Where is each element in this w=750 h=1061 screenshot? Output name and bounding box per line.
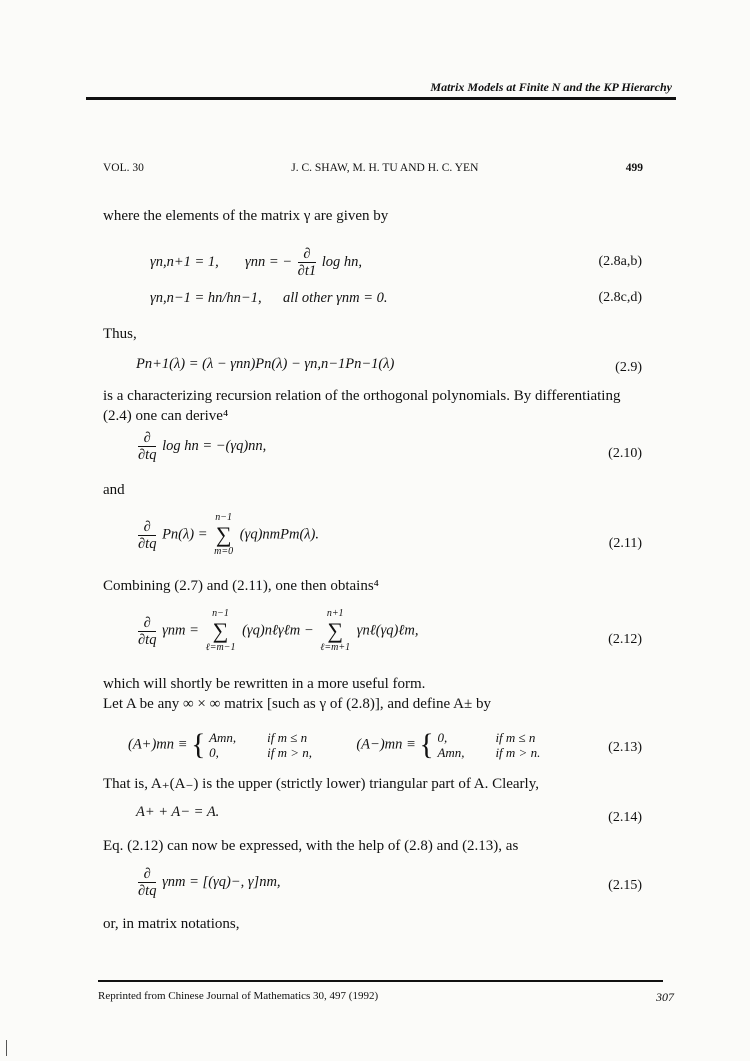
equation-2-8d: all other γnm = 0. [283, 290, 388, 306]
left-brace: { [191, 728, 206, 761]
equation-number: (2.13) [608, 740, 642, 755]
fraction-numerator: ∂ [298, 246, 316, 263]
eq-lhs: (A+)mn ≡ [128, 736, 188, 753]
fraction-denominator: ∂t1 [297, 263, 317, 279]
reprint-note: Reprinted from Chinese Journal of Mathematics 30, 497 (1992) [98, 990, 379, 1002]
case-row [209, 745, 325, 760]
eq-lhs: Pn(λ) = [162, 526, 208, 543]
summation [214, 512, 233, 558]
equation-number: (2.8c,d) [598, 290, 642, 305]
summation [206, 608, 236, 654]
fraction [138, 866, 156, 899]
paragraph: Let A be any ∞ × ∞ matrix [such as γ of (2.8)], and define A± by [103, 696, 491, 712]
footer-rule [98, 980, 663, 982]
sigma-symbol: ∑ [212, 618, 229, 643]
equation-2-12 [136, 608, 419, 654]
paragraph: Thus, [103, 326, 137, 342]
case-value: 0, [437, 730, 448, 745]
eq-rhs: log hn, [321, 253, 363, 270]
case-row [437, 745, 553, 760]
equation-2-11 [136, 512, 319, 558]
summation [320, 608, 350, 654]
paragraph: where the elements of the matrix γ are given by [103, 208, 389, 224]
sum-lower-limit: m=0 [214, 546, 234, 557]
equation-2-13 [128, 728, 553, 762]
running-title: Matrix Models at Finite N and the KP Hierarchy [430, 80, 672, 94]
left-brace: { [419, 728, 434, 761]
eq-lhs: (A−)mn ≡ [356, 736, 416, 753]
equation-2-8b [245, 246, 362, 279]
paragraph: or, in matrix notations, [103, 916, 240, 932]
case-condition: if m > n. [495, 745, 541, 760]
fraction-numerator: ∂ [138, 615, 156, 632]
paragraph: Combining (2.7) and (2.11), one then obtains⁴ [103, 578, 379, 594]
eq-rhs: log hn = −(γq)nn, [162, 437, 267, 454]
case-row [437, 730, 553, 745]
sigma-symbol: ∑ [215, 522, 232, 547]
equation-number: (2.9) [615, 360, 642, 375]
equation-number: (2.14) [608, 810, 642, 825]
scan-artifact [6, 1040, 7, 1056]
paragraph: That is, A₊(A₋) is the upper (strictly lower) triangular part of A. Clearly, [103, 776, 539, 792]
case-value: 0, [209, 745, 219, 760]
equation-2-14: A+ + A− = A. [136, 804, 220, 820]
fraction [138, 615, 156, 648]
equation-2-9: Pn+1(λ) = (λ − γnn)Pn(λ) − γn,n−1Pn−1(λ) [136, 356, 395, 372]
eq-lhs: γnn = − [245, 253, 293, 270]
case-value: Amn, [437, 745, 465, 760]
eq-rhs: (γq)nmPm(λ). [239, 526, 320, 543]
sum-upper-limit: n−1 [215, 512, 233, 523]
sum-upper-limit: n−1 [212, 608, 229, 619]
sum-lower-limit: ℓ=m−1 [205, 642, 236, 653]
fraction-denominator: ∂tq [138, 535, 157, 552]
equation-2-8c: γn,n−1 = hn/hn−1, [150, 290, 262, 306]
fraction [298, 246, 316, 279]
paragraph: Eq. (2.12) can now be expressed, with the help of (2.8) and (2.13), as [103, 838, 519, 854]
fraction-numerator: ∂ [138, 866, 156, 883]
equation-number: (2.12) [608, 632, 642, 647]
case-row [209, 730, 325, 745]
authors: J. C. SHAW, M. H. TU AND H. C. YEN [291, 162, 479, 174]
case-value: Amn, [209, 730, 237, 745]
case-table [209, 730, 325, 760]
fraction [138, 430, 156, 463]
sigma-symbol: ∑ [327, 618, 344, 643]
fraction-numerator: ∂ [138, 430, 156, 447]
header-rule [86, 97, 676, 100]
volume-label: VOL. 30 [103, 162, 144, 174]
sum-upper-limit: n+1 [326, 608, 344, 619]
case-condition: if m ≤ n [267, 730, 308, 745]
paragraph: is a characterizing recursion relation of the orthogonal polynomials. By differentiating (2.4) one can derive⁴ [103, 388, 621, 424]
eq-term: γnℓ(γq)ℓm, [356, 622, 419, 639]
eq-lhs: γnm = [162, 622, 199, 639]
fraction-denominator: ∂tq [138, 447, 157, 463]
paragraph: which will shortly be rewritten in a more useful form. [103, 676, 426, 692]
eq-term: (γq)nℓγℓm − [242, 622, 314, 639]
page-header [103, 162, 643, 174]
page-number: 499 [625, 162, 643, 174]
eq-rhs: γnm = [(γq)−, γ]nm, [162, 873, 281, 890]
paragraph: and [103, 482, 125, 498]
sum-lower-limit: ℓ=m+1 [320, 642, 351, 653]
case-condition: if m ≤ n [495, 730, 536, 745]
equation-number: (2.10) [608, 446, 642, 461]
equation-2-8a: γn,n+1 = 1, [150, 254, 219, 270]
equation-number: (2.15) [608, 878, 642, 893]
fraction [138, 519, 156, 552]
case-condition: if m > n, [267, 745, 312, 760]
fraction-numerator: ∂ [138, 519, 156, 536]
fraction-denominator: ∂tq [138, 883, 157, 899]
equation-2-15 [136, 866, 281, 899]
equation-number: (2.8a,b) [598, 254, 642, 269]
footer-page-number: 307 [656, 990, 674, 1004]
equation-2-10 [136, 430, 266, 463]
fraction-denominator: ∂tq [138, 631, 157, 648]
equation-number: (2.11) [608, 536, 642, 551]
case-table [437, 730, 553, 760]
